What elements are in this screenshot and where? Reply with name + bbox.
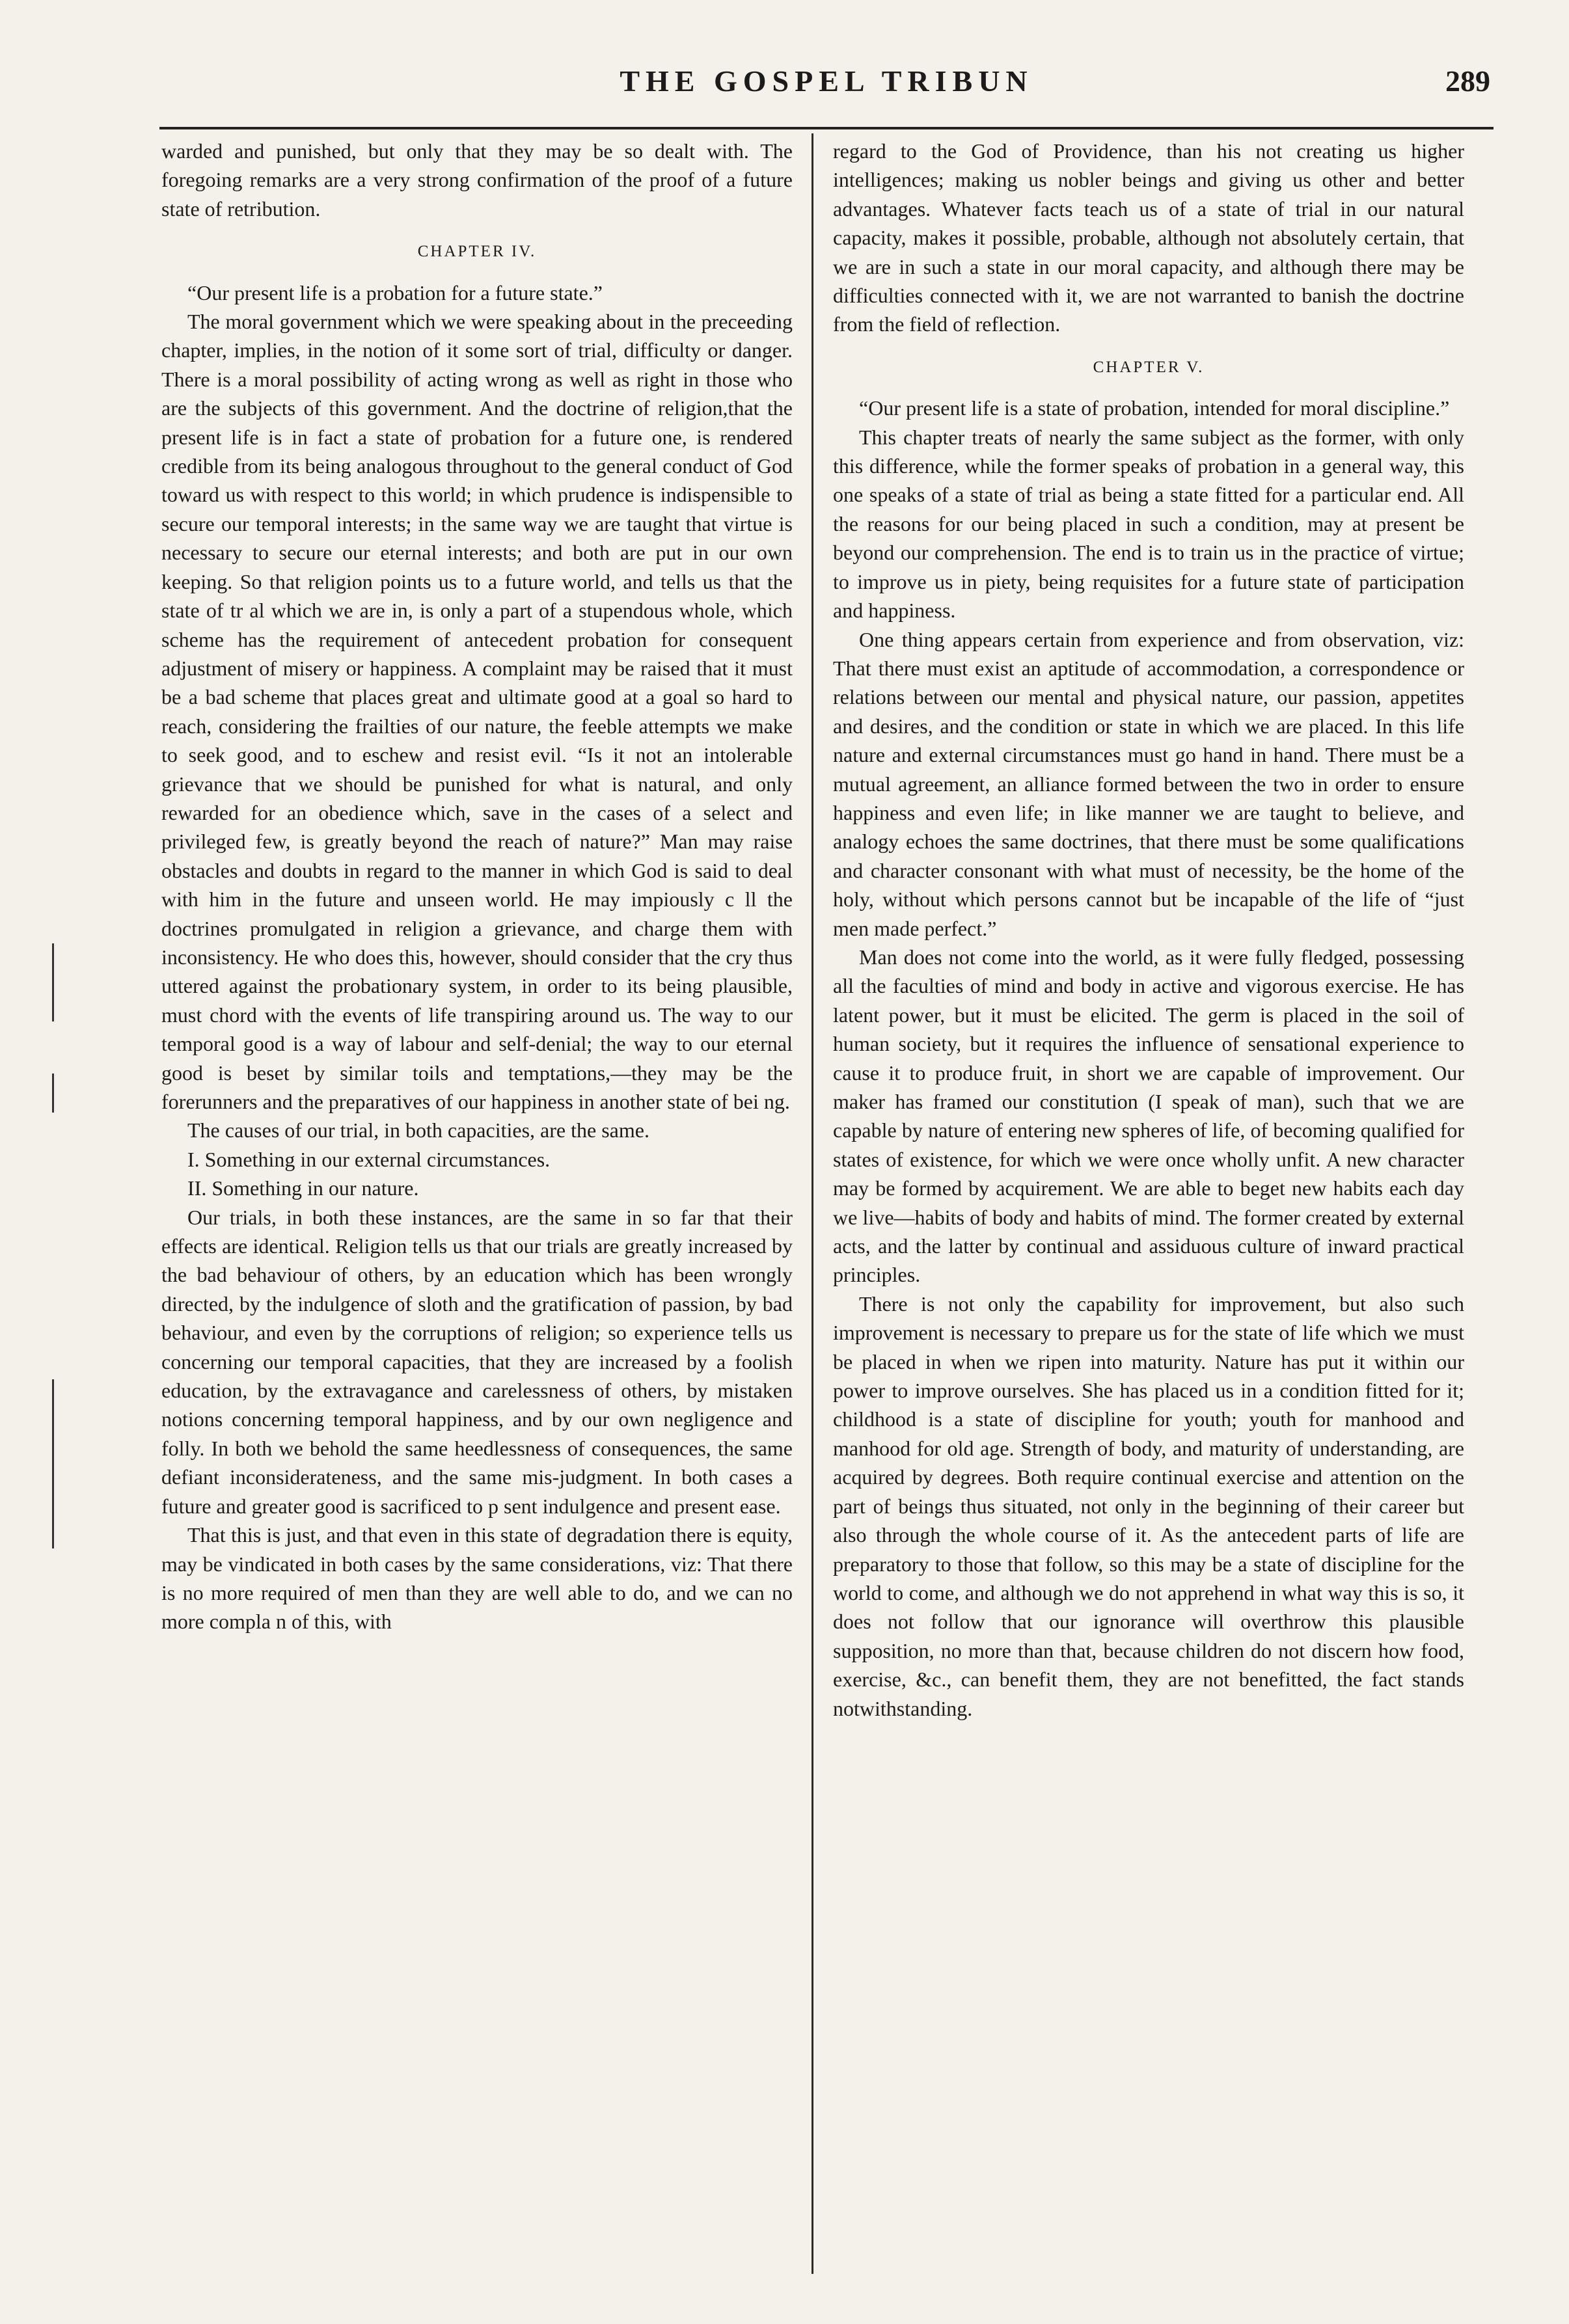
page-header [163,25,1490,122]
paragraph: There is not only the capability for improvement, but also such improvement is necessary to prepare us for the state of life which we must be placed in when we ripen into maturity. Nature has put it within our power to improve ourselves. She has placed us in a condition fitted for it; childhood is a state of discipline for youth; youth for manhood and manhood for old age. Strength of body, and maturity of understanding, are acquired by degrees. Both require continual exercise and attention on the part of beings thus situated, not only in the beginning of their career but also through the whole course of it. As the antecedent parts of life are preparatory to those that follow, so this may be a state of discipline for the world to come, and although we do not apprehend in what way this is so, it does not follow that our ignorance will overthrow this plausible supposition, no more than that, because children do not discern how food, exercise, &c., can benefit them, they are not benefitted, the fact stands notwithstanding. [833,1291,1464,1720]
running-title: THE GOSPEL TRIBUN [620,64,1033,98]
chapter-heading: CHAPTER IV. [417,243,537,261]
paragraph: warded and punished, but only that they may be so dealt with. The foregoing remarks are a very strong confirmation of the proof of a future state of retribution. [161,139,793,221]
column-divider [812,133,813,2274]
paragraph: This chapter treats of nearly the same subject as the former, with only this difference, while the former speaks of probation in a general way, this one speaks of a state of trial as being a state fitted for a particular end. All the reasons for our being placed in such a condition, may at present be beyond our comprehension. The end is to train us in the practice of virtue; to improve us in piety, being requisites for a future state of participation and happiness. [833,425,1464,623]
chapter-epigraph: “Our present life is a state of probation, intended for moral discipline.” [859,396,1450,420]
paragraph: The moral government which we were speaking about in the preceeding chapter, implies, in the notion of it some sort of trial, difficulty or danger. There is a moral possibility of acting wrong as well as right in those who are the subjects of this government. And the doctrine of religion,that the present life is in fact a state of probation for a future one, is rendered credible from its being analogous throughout to the general conduct of God toward us with respect to this world; in which prudence is indispensible to secure our temporal interests; in the same way we are taught that virtue is necessary to secure our eternal interests; and both are put in our own keeping. So that religion points us to a future world, and tells us that the state of tr al which we are in, is only a part of a stupendous whole, which scheme has the requirement of antecedent probation for consequent adjustment of misery or happiness. A complaint may be raised that it must be a bad scheme that places great and ultimate good at a goal so hard to reach, considering the frailties of our nature, the feeble attempts we make to seek good, and to eschew and resist evil. “Is it not an intolerable grievance that we should be punished for what is natural, and only rewarded for an obedience which, save in the cases of a select and privileged few, is greatly beyond the reach of nature?” Man may raise obstacles and doubts in regard to the manner in which God is said to deal with him in the future and unseen world. He may impiously c ll the doctrines promulgated in religion a grievance, and charge them with inconsistency. He who does this, however, should consider that the cry thus uttered against the probationary system, in order to its being plausible, must chord with the events of life transpiring around us. The way to our temporal good is a way of labour and self-denial; the way to our eternal good is beset by similar toils and temptations,—they may be the forerunners and the preparatives of our happiness in another state of bei ng. [161,310,793,1113]
margin-mark [52,943,54,1021]
header-rule [159,127,1494,129]
chapter-epigraph: “Our present life is a probation for a future state.” [187,280,603,304]
chapter-heading: CHAPTER V. [1093,358,1205,376]
paragraph: One thing appears certain from experience and from observation, viz: That there must exist an aptitude of accommodation, a correspondence or relations between our mental and physical nature, our passion, appetites and desires, and the condition or state in which we are placed. In this life nature and external circumstances must go hand in hand. There must be a mutual agreement, an alliance formed between the two in order to ensure happiness and even life; in like manner we are taught to believe, and analogy echoes the same doctrines, that there must be some qualifications and character consonant with what must of necessity, be the home of the holy, without which persons cannot but be incapable of the life of “just men made perfect.” [833,627,1464,940]
paragraph: regard to the God of Providence, than his not creating us higher intelligences; making us nobler beings and giving us other and better advantages. Whatever facts teach us of a state of trial in our natural capacity, makes it possible, probable, although not absolutely certain, that we are in such a state in our moral capacity, and although there may be difficulties connected with it, we are not warranted to banish the doctrine from the field of reflection. [833,139,1464,336]
right-column [833,137,1464,1723]
paragraph: The causes of our trial, in both capacities, are the same. [187,1118,649,1142]
paragraph: That this is just, and that even in this state of degradation there is equity, may be vindicated in both cases by the same considerations, viz: That there is no more required of men than they are well able to do, and we can no more compla n of this, with [161,1523,793,1634]
list-item: II. Something in our nature. [187,1176,419,1200]
page-number: 289 [1445,64,1490,98]
margin-mark [52,1379,54,1548]
list-item: I. Something in our external circumstances. [187,1147,551,1171]
paragraph: Man does not come into the world, as it were fully fledged, possessing all the faculties of mind and body in active and vigorous exercise. He has latent power, but it must be elicited. The germ is placed in the soil of human society, but it requires the influence of sensational experience to cause it to produce fruit, in short we are capable of improvement. Our maker has framed our constitution (I speak of man), such that we are capable by nature of entering new spheres of life, of becoming qualified for states of existence, for which we were once wholly unfit. A new character may be formed by acquirement. We are able to beget new habits each day we live—habits of body and habits of mind. The former created by external acts, and the latter by continual and assiduous culture of inward practical principles. [833,945,1464,1287]
paragraph: Our trials, in both these instances, are the same in so far that their effects are identical. Religion tells us that our trials are greatly increased by the bad behaviour of others, by an education which has been wrongly directed, by the indulgence of sloth and the gratification of passion, by bad behaviour, and even by the corruptions of religion; so experience tells us concerning our temporal capacities, that they are increased by a foolish education, by the extravagance and carelessness of others, by mistaken notions concerning temporal happiness, and by our own negligence and folly. In both we behold the same heedlessness of consequences, the same defiant inconsiderateness, and the same mis-judgment. In both cases a future and greater good is sacrificed to p sent indulgence and present ease. [161,1205,793,1518]
margin-mark [52,1074,54,1113]
left-column [161,137,793,1636]
